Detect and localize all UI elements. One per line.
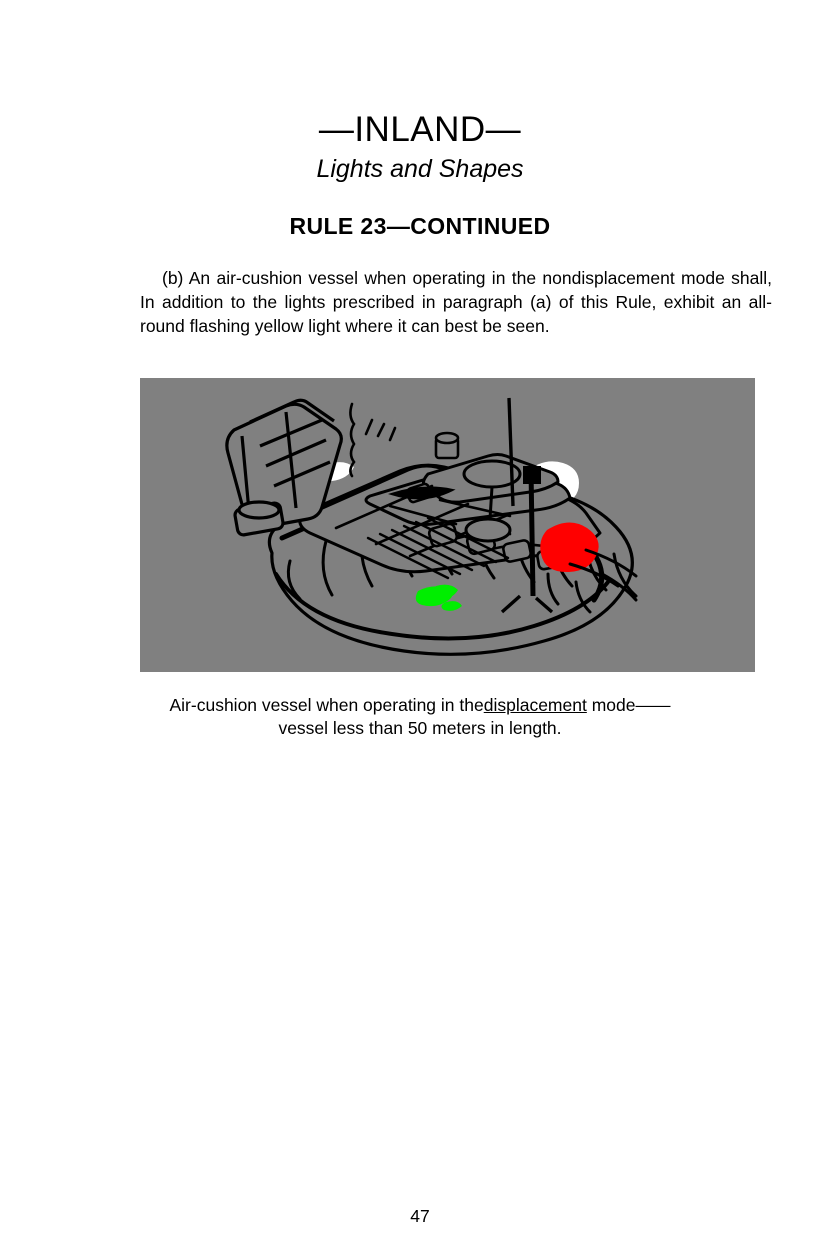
hatch-3 bbox=[502, 539, 531, 562]
lower-dome bbox=[466, 519, 510, 541]
stern-pad bbox=[239, 502, 279, 518]
caption-line-2: vessel less than 50 meters in length. bbox=[278, 718, 562, 738]
masthead-light-fixture bbox=[523, 466, 541, 484]
figure-caption bbox=[100, 694, 740, 740]
radar-mast bbox=[490, 487, 492, 519]
rule-heading: RULE 23—CONTINUED bbox=[289, 213, 551, 239]
caption-emphasis-displacement: displacement bbox=[483, 695, 587, 715]
caption-text-after: mode—— bbox=[586, 695, 671, 715]
page-subtitle: Lights and Shapes bbox=[316, 155, 524, 183]
funnel-top bbox=[436, 433, 458, 443]
page-title: —INLAND— bbox=[318, 110, 522, 149]
caption-text-before: Air-cushion vessel when operating in the bbox=[169, 695, 484, 715]
page-number: 47 bbox=[410, 1206, 430, 1226]
figure-air-cushion-vessel bbox=[140, 378, 755, 672]
hovercraft-illustration bbox=[140, 378, 755, 672]
main-mast bbox=[531, 470, 533, 596]
rule-body-paragraph: (b) An air-cushion vessel when operating in the nondisplacement mode shall, In addition to the lights prescribed in paragraph (a) of this Rule, exhibit an all-round flashing yellow light where it can best be seen. bbox=[140, 268, 772, 336]
